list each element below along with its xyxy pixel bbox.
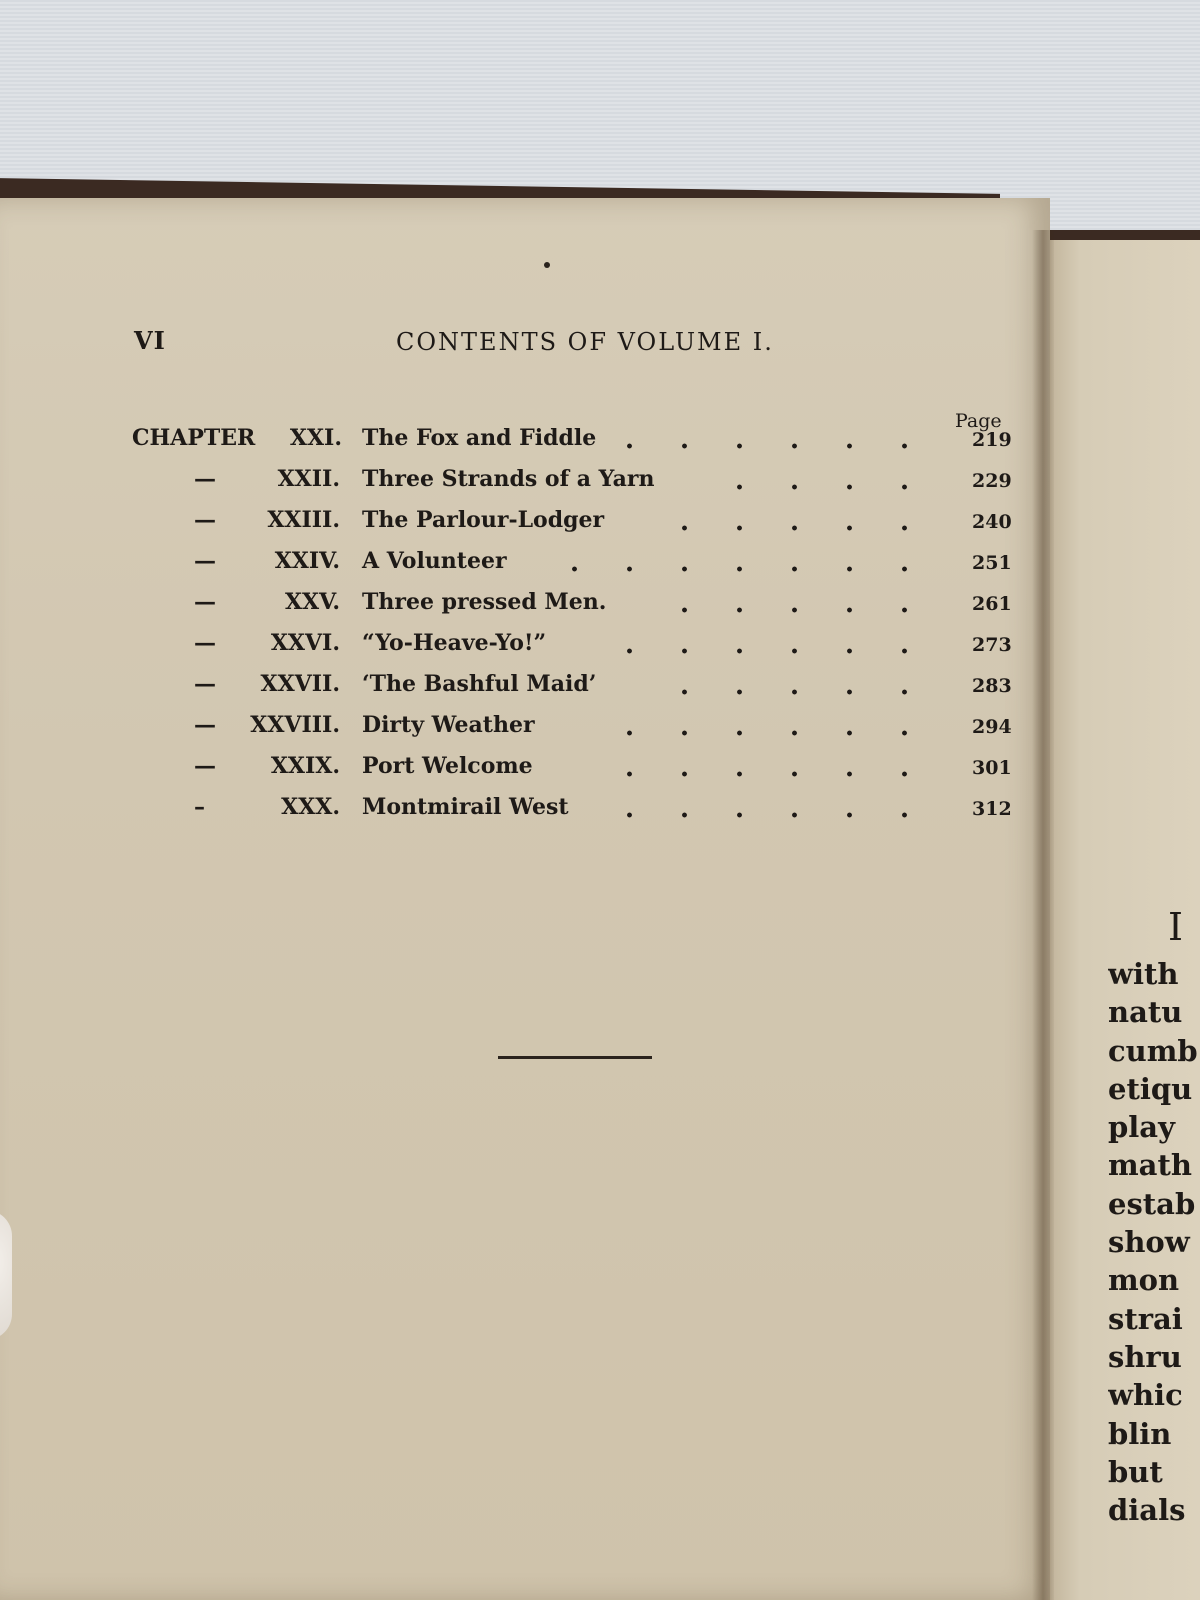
chapter-numeral: XXVIII.	[250, 712, 340, 738]
text-line: estab	[1108, 1186, 1196, 1221]
chapter-numeral: XXII.	[277, 466, 340, 492]
text-line: shru	[1108, 1339, 1182, 1374]
toc-entry	[0, 753, 1050, 793]
chapter-numeral: XXIX.	[270, 753, 340, 779]
section-rule	[498, 1056, 652, 1059]
chapter-title: “Yo-Heave-Yo!”	[362, 630, 547, 656]
ditto-dash: —	[194, 589, 216, 615]
text-line: mon	[1108, 1263, 1180, 1298]
chapter-numeral: XXI.	[289, 425, 342, 451]
toc-entry	[0, 671, 1050, 711]
page-number: 301	[972, 757, 1012, 779]
leader-dots	[582, 630, 932, 660]
ditto-dash: —	[194, 548, 216, 574]
toc-entry	[0, 425, 1050, 465]
page-number: 283	[972, 675, 1012, 697]
toc-entry	[0, 466, 1050, 506]
left-page	[0, 198, 1050, 1600]
chapter-title: Three pressed Men.	[362, 589, 607, 615]
running-head	[0, 326, 1050, 366]
thumb-holding-page	[0, 1210, 12, 1340]
leader-dots	[602, 425, 932, 455]
chapter-label: CHAPTER	[132, 425, 256, 451]
page-title: CONTENTS OF VOLUME I.	[396, 328, 774, 356]
text-line: play	[1108, 1110, 1175, 1145]
ditto-dash: —	[194, 507, 216, 533]
toc-entry	[0, 589, 1050, 629]
chapter-title: Dirty Weather	[362, 712, 535, 738]
page-number: 251	[972, 552, 1012, 574]
text-line: with	[1108, 957, 1179, 991]
text-line: math	[1108, 1148, 1192, 1183]
page-number: 261	[972, 593, 1012, 615]
page-number: 219	[972, 429, 1012, 451]
leader-dots	[582, 794, 932, 824]
page-number: 240	[972, 511, 1012, 533]
facing-page-dropcap: I	[1168, 905, 1184, 949]
chapter-numeral: XXVII.	[260, 671, 340, 697]
page-column-label: Page	[955, 410, 1002, 432]
ditto-dash: —	[194, 671, 216, 697]
leader-dots	[582, 712, 932, 742]
text-line: natu	[1108, 995, 1183, 1030]
leader-dots	[632, 589, 932, 619]
chapter-numeral: XXVI.	[270, 630, 340, 656]
chapter-numeral: XXX.	[281, 794, 340, 820]
toc-entry	[0, 794, 1050, 834]
chapter-numeral: XXIII.	[267, 507, 340, 533]
text-line: dials	[1108, 1493, 1186, 1528]
leader-dots	[632, 507, 932, 537]
chapter-title: Montmirail West	[362, 794, 569, 820]
chapter-title: The Parlour-Lodger	[362, 507, 605, 533]
toc-entry	[0, 507, 1050, 547]
page-number: 273	[972, 634, 1012, 656]
toc-entry	[0, 630, 1050, 670]
leader-dots	[692, 466, 932, 496]
ditto-dash: —	[194, 630, 216, 656]
page-speck	[544, 262, 550, 268]
text-line: whic	[1108, 1378, 1183, 1413]
ditto-dash: —	[194, 753, 216, 779]
text-line: strai	[1108, 1301, 1183, 1336]
toc-entry	[0, 712, 1050, 752]
chapter-numeral: XXV.	[284, 589, 340, 615]
ditto-dash: —	[194, 466, 216, 492]
page-folio: VI	[134, 326, 166, 355]
text-line: cumb	[1108, 1033, 1198, 1068]
facing-page-text	[1108, 955, 1200, 1529]
ditto-dash: —	[194, 712, 216, 738]
leader-dots	[522, 548, 932, 578]
chapter-title: ‘The Bashful Maid’	[362, 671, 597, 697]
page-number: 229	[972, 470, 1012, 492]
chapter-title: A Volunteer	[362, 548, 507, 574]
chapter-title: Port Welcome	[362, 753, 533, 779]
chapter-title: Three Strands of a Yarn	[362, 466, 655, 492]
page-number: 294	[972, 716, 1012, 738]
chapter-numeral: XXIV.	[274, 548, 340, 574]
page-number: 312	[972, 798, 1012, 820]
chapter-title: The Fox and Fiddle	[362, 425, 597, 451]
leader-dots	[632, 671, 932, 701]
text-line: but	[1108, 1454, 1163, 1489]
text-line: show	[1108, 1225, 1190, 1260]
text-line: blin	[1108, 1416, 1172, 1451]
leader-dots	[582, 753, 932, 783]
toc-entry	[0, 548, 1050, 588]
ditto-dash: –	[194, 794, 205, 820]
text-line: etiqu	[1108, 1071, 1193, 1106]
